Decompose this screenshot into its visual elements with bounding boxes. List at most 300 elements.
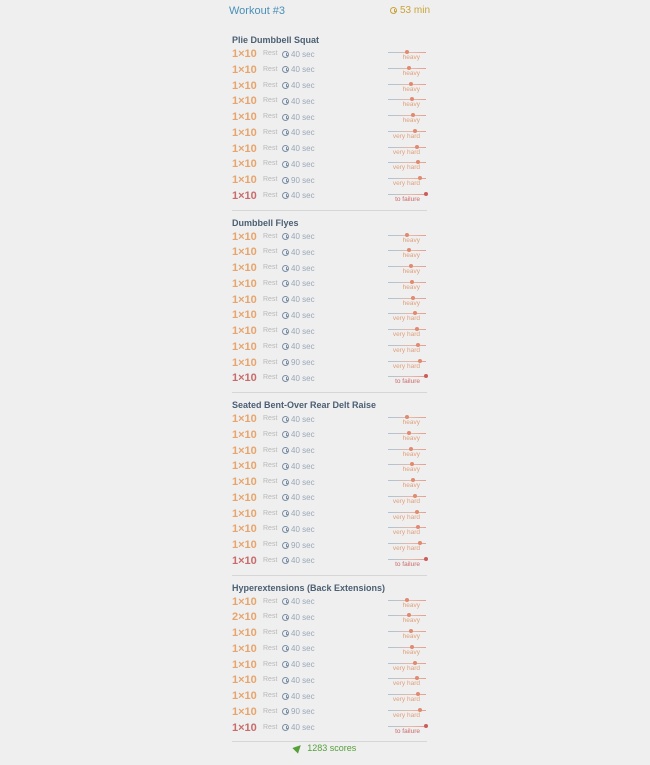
rest-label: Rest xyxy=(263,65,278,73)
set-reps: 1×10 xyxy=(232,246,257,259)
rest-time xyxy=(282,692,315,701)
intensity-slider xyxy=(388,428,426,443)
rest-time xyxy=(282,160,315,169)
rest-value: 40 sec xyxy=(291,509,315,518)
clock-icon xyxy=(282,661,289,668)
intensity-track xyxy=(388,678,426,679)
rest-label: Rest xyxy=(263,113,278,120)
rest-value: 40 sec xyxy=(291,310,315,320)
scores-count: 1283 scores xyxy=(307,743,357,753)
intensity-slider xyxy=(388,626,426,641)
set-row xyxy=(232,721,427,737)
intensity-track xyxy=(388,647,426,648)
intensity-label: to failure xyxy=(395,727,420,735)
set-reps: 1×10 xyxy=(232,63,257,76)
rest-time xyxy=(282,191,315,200)
intensity-track xyxy=(388,147,426,148)
set-reps: 1×10 xyxy=(232,293,257,306)
rest-label: Rest xyxy=(263,191,278,199)
intensity-label: heavy xyxy=(402,283,420,291)
set-row xyxy=(232,94,427,110)
set-row xyxy=(232,324,427,340)
intensity-label: very hard xyxy=(392,315,420,323)
rest-time xyxy=(282,232,315,241)
scores-footer[interactable] xyxy=(0,743,650,753)
exercise-name[interactable]: Seated Bent-Over Rear Delt Raise xyxy=(232,400,377,410)
intensity-label: heavy xyxy=(402,601,420,609)
intensity-track xyxy=(388,329,426,330)
rest-label: Rest xyxy=(263,295,278,303)
clock-icon xyxy=(282,82,289,89)
rest-time xyxy=(282,128,315,137)
intensity-track xyxy=(388,282,426,283)
rest-time xyxy=(282,248,315,257)
intensity-slider xyxy=(388,308,426,323)
set-reps: 1×10 xyxy=(232,674,257,687)
rest-value: 40 sec xyxy=(291,373,315,383)
set-reps: 1×10 xyxy=(232,491,257,504)
rest-value: 40 sec xyxy=(291,159,315,169)
intensity-label: very hard xyxy=(392,664,420,672)
clock-icon xyxy=(282,129,289,136)
rest-label: Rest xyxy=(263,374,278,382)
rest-label: Rest xyxy=(263,311,278,319)
intensity-slider xyxy=(388,47,426,62)
rest-value: 40 sec xyxy=(291,556,315,566)
rest-label: Rest xyxy=(263,629,278,636)
rest-label: Rest xyxy=(263,493,278,501)
intensity-label: very hard xyxy=(392,529,420,537)
intensity-slider xyxy=(388,459,426,474)
set-reps: 1×10 xyxy=(232,340,257,353)
rest-value: 40 sec xyxy=(291,414,315,424)
intensity-slider xyxy=(388,126,426,141)
rest-label: Rest xyxy=(263,676,278,684)
intensity-slider xyxy=(388,673,426,688)
rocket-icon xyxy=(292,742,303,753)
rest-label: Rest xyxy=(263,232,278,240)
clock-icon xyxy=(282,479,289,486)
intensity-slider xyxy=(388,324,426,339)
set-reps: 1×10 xyxy=(232,126,257,139)
set-row xyxy=(232,79,427,95)
duration-value: 53 min xyxy=(400,5,431,16)
intensity-slider xyxy=(388,356,426,371)
clock-icon xyxy=(282,510,289,517)
set-row xyxy=(232,689,427,705)
clock-icon xyxy=(282,312,289,319)
intensity-track xyxy=(388,345,426,346)
rest-time xyxy=(282,723,315,732)
rest-time xyxy=(282,493,315,502)
clock-icon xyxy=(282,431,289,438)
rest-value: 40 sec xyxy=(291,112,315,122)
set-reps: 1×10 xyxy=(232,79,257,92)
rest-value: 40 sec xyxy=(291,96,315,106)
intensity-track xyxy=(388,464,426,465)
set-reps: 1×10 xyxy=(232,444,257,457)
intensity-track xyxy=(388,84,426,85)
rest-label: Rest xyxy=(263,660,278,668)
intensity-label: heavy xyxy=(402,117,420,124)
set-row xyxy=(232,356,427,372)
workout-title[interactable]: Workout #3 xyxy=(229,5,286,17)
rest-value: 40 sec xyxy=(291,191,315,201)
set-row xyxy=(232,412,427,428)
set-row xyxy=(232,658,427,674)
intensity-label: very hard xyxy=(392,331,420,338)
rest-value: 40 sec xyxy=(291,493,315,503)
rest-value: 40 sec xyxy=(291,675,315,685)
rest-value: 40 sec xyxy=(291,279,315,289)
clock-icon xyxy=(282,51,289,58)
intensity-track xyxy=(388,631,426,632)
set-reps: 1×10 xyxy=(232,554,257,567)
clock-icon xyxy=(282,328,289,335)
intensity-marker xyxy=(424,192,428,196)
rest-value: 40 sec xyxy=(291,65,315,75)
intensity-track xyxy=(388,496,426,497)
exercise-section xyxy=(232,33,427,211)
rest-label: Rest xyxy=(263,160,278,168)
intensity-track xyxy=(388,694,426,695)
intensity-track xyxy=(388,162,426,163)
set-reps: 1×10 xyxy=(232,356,257,369)
set-reps: 1×10 xyxy=(232,595,257,608)
intensity-label: very hard xyxy=(392,497,420,505)
workout-duration xyxy=(390,5,430,16)
intensity-slider xyxy=(388,705,426,720)
intensity-slider xyxy=(388,538,426,553)
clock-icon xyxy=(282,343,289,350)
set-row xyxy=(232,173,427,189)
intensity-slider xyxy=(388,79,426,94)
intensity-slider xyxy=(388,142,426,157)
rest-time xyxy=(282,97,315,106)
set-reps: 1×10 xyxy=(232,428,257,441)
rest-value: 40 sec xyxy=(291,660,315,669)
set-row xyxy=(232,110,427,126)
intensity-track xyxy=(388,266,426,267)
section-divider xyxy=(232,575,427,576)
set-row xyxy=(232,157,427,173)
clock-icon xyxy=(282,693,289,700)
set-reps: 1×10 xyxy=(232,325,257,337)
set-reps: 1×10 xyxy=(232,372,257,385)
set-row xyxy=(232,230,427,246)
exercise-name[interactable]: Hyperextensions (Back Extensions) xyxy=(232,582,386,593)
intensity-slider xyxy=(388,522,426,537)
rest-time xyxy=(282,358,315,367)
set-row xyxy=(232,538,427,554)
rest-label: Rest xyxy=(263,556,278,564)
set-row xyxy=(232,63,427,79)
rest-value: 40 sec xyxy=(291,247,315,257)
set-row xyxy=(232,126,427,142)
rest-time xyxy=(282,478,315,487)
clock-icon xyxy=(282,598,289,605)
set-row xyxy=(232,673,427,689)
intensity-label: heavy xyxy=(402,434,420,442)
rest-value: 40 sec xyxy=(291,691,315,701)
rest-label: Rest xyxy=(263,176,278,183)
intensity-label: heavy xyxy=(402,299,420,307)
intensity-label: heavy xyxy=(402,236,420,244)
clock-icon xyxy=(282,614,289,621)
rest-time xyxy=(282,660,315,669)
exercise-section xyxy=(232,398,427,576)
set-reps: 1×10 xyxy=(232,523,257,536)
set-row xyxy=(232,595,427,611)
set-reps: 1×10 xyxy=(232,189,257,202)
rest-time xyxy=(282,462,315,471)
intensity-track xyxy=(388,449,426,450)
clock-icon xyxy=(282,630,289,637)
rest-time xyxy=(282,65,315,74)
set-row xyxy=(232,308,427,324)
intensity-slider xyxy=(388,110,426,125)
rest-time xyxy=(282,113,315,122)
rest-time xyxy=(282,144,315,153)
intensity-marker xyxy=(424,557,428,561)
intensity-slider xyxy=(388,689,426,704)
rest-time xyxy=(282,264,315,273)
rest-label: Rest xyxy=(263,144,278,152)
intensity-label: very hard xyxy=(392,711,420,719)
intensity-label: very hard xyxy=(392,513,420,521)
set-reps: 2×10 xyxy=(232,611,257,624)
set-row xyxy=(232,444,427,460)
set-row xyxy=(232,459,427,475)
set-reps: 1×10 xyxy=(232,48,257,60)
rest-label: Rest xyxy=(263,248,278,256)
rest-label: Rest xyxy=(263,50,278,57)
rest-value: 40 sec xyxy=(291,597,315,606)
intensity-track xyxy=(388,298,426,299)
intensity-label: very hard xyxy=(392,346,420,354)
intensity-label: very hard xyxy=(392,132,420,140)
intensity-slider xyxy=(388,371,426,386)
intensity-label: heavy xyxy=(402,466,420,474)
set-row xyxy=(232,47,427,63)
intensity-slider xyxy=(388,595,426,610)
set-row xyxy=(232,610,427,626)
set-row xyxy=(232,522,427,538)
set-row xyxy=(232,642,427,658)
set-reps: 1×10 xyxy=(232,642,257,655)
clock-icon xyxy=(282,542,289,549)
intensity-slider xyxy=(388,610,426,625)
clock-icon xyxy=(282,447,289,454)
intensity-track xyxy=(388,115,426,116)
clock-icon xyxy=(282,677,289,684)
set-reps: 1×10 xyxy=(232,111,257,123)
rest-label: Rest xyxy=(263,97,278,105)
clock-icon xyxy=(282,161,289,168)
rest-time xyxy=(282,342,315,351)
intensity-track xyxy=(388,99,426,100)
intensity-slider xyxy=(388,475,426,490)
rest-label: Rest xyxy=(263,358,278,366)
clock-icon xyxy=(282,280,289,287)
intensity-slider xyxy=(388,94,426,109)
rest-value: 90 sec xyxy=(291,540,315,550)
rest-time xyxy=(282,509,315,518)
rest-label: Rest xyxy=(263,462,278,470)
intensity-track xyxy=(388,726,426,727)
set-row xyxy=(232,340,427,356)
rest-value: 90 sec xyxy=(291,175,315,185)
rest-time xyxy=(282,279,315,288)
rest-value: 40 sec xyxy=(291,342,315,352)
clock-icon xyxy=(282,724,289,731)
intensity-slider xyxy=(388,642,426,657)
exercise-list xyxy=(232,33,427,747)
exercise-name[interactable]: Dumbbell Flyes xyxy=(232,217,299,228)
clock-icon xyxy=(282,463,289,470)
rest-label: Rest xyxy=(263,597,278,605)
set-row xyxy=(232,626,427,642)
set-row xyxy=(232,475,427,491)
rest-value: 40 sec xyxy=(291,295,315,304)
rest-label: Rest xyxy=(263,723,278,731)
clock-icon xyxy=(282,708,289,715)
rest-time xyxy=(282,374,315,383)
rest-time xyxy=(282,176,315,185)
intensity-label: heavy xyxy=(402,617,420,625)
intensity-track xyxy=(388,376,426,377)
intensity-track xyxy=(388,527,426,528)
intensity-label: very hard xyxy=(392,164,420,172)
set-reps: 1×10 xyxy=(232,507,257,520)
intensity-slider xyxy=(388,554,426,569)
clock-icon xyxy=(282,359,289,366)
set-reps: 1×10 xyxy=(232,460,257,473)
rest-time xyxy=(282,541,315,550)
intensity-track xyxy=(388,559,426,560)
intensity-track xyxy=(388,480,426,481)
clock-icon xyxy=(282,494,289,501)
set-reps: 1×10 xyxy=(232,277,257,290)
set-reps: 1×10 xyxy=(232,658,257,671)
set-reps: 1×10 xyxy=(232,705,257,718)
set-row xyxy=(232,189,427,205)
intensity-label: to failure xyxy=(395,378,420,386)
clock-icon xyxy=(282,557,289,564)
intensity-slider xyxy=(388,230,426,245)
rest-time xyxy=(282,613,315,622)
exercise-name[interactable]: Plie Dumbbell Squat xyxy=(232,35,320,45)
rest-time xyxy=(282,676,315,685)
rest-value: 40 sec xyxy=(291,524,315,534)
intensity-marker xyxy=(424,374,428,378)
intensity-slider xyxy=(388,658,426,673)
rest-time xyxy=(282,295,315,304)
rest-value: 40 sec xyxy=(291,232,315,241)
rest-label: Rest xyxy=(263,509,278,517)
rest-value: 90 sec xyxy=(291,707,315,717)
rest-label: Rest xyxy=(263,446,278,454)
intensity-label: heavy xyxy=(402,101,420,109)
clock-icon xyxy=(282,375,289,382)
set-row xyxy=(232,705,427,721)
clock-icon xyxy=(282,645,289,652)
intensity-slider xyxy=(388,173,426,188)
clock-icon xyxy=(282,526,289,533)
set-reps: 1×10 xyxy=(232,539,257,551)
section-divider xyxy=(232,210,427,211)
intensity-label: very hard xyxy=(392,545,420,552)
rest-label: Rest xyxy=(263,342,278,350)
rest-time xyxy=(282,707,315,716)
rest-value: 40 sec xyxy=(291,326,315,336)
intensity-label: very hard xyxy=(392,148,420,156)
set-reps: 1×10 xyxy=(232,721,257,734)
rest-label: Rest xyxy=(263,644,278,652)
set-row xyxy=(232,554,427,570)
rest-value: 40 sec xyxy=(291,128,315,138)
rest-time xyxy=(282,81,315,90)
intensity-track xyxy=(388,313,426,314)
rest-label: Rest xyxy=(263,327,278,334)
intensity-slider xyxy=(388,491,426,506)
rest-label: Rest xyxy=(263,279,278,287)
clock-icon xyxy=(282,145,289,152)
intensity-slider xyxy=(388,721,426,736)
intensity-label: very hard xyxy=(392,680,420,688)
set-reps: 1×10 xyxy=(232,95,257,108)
rest-value: 90 sec xyxy=(291,358,315,367)
intensity-label: heavy xyxy=(402,268,420,275)
intensity-track xyxy=(388,663,426,664)
rest-value: 40 sec xyxy=(291,461,315,471)
set-row xyxy=(232,261,427,277)
rest-value: 40 sec xyxy=(291,644,315,654)
rest-label: Rest xyxy=(263,541,278,548)
rest-value: 40 sec xyxy=(291,430,315,440)
rest-time xyxy=(282,525,315,534)
rest-time xyxy=(282,50,315,59)
clock-icon xyxy=(390,7,397,14)
intensity-label: heavy xyxy=(402,252,420,260)
clock-icon xyxy=(282,233,289,240)
clock-icon xyxy=(282,265,289,272)
set-row xyxy=(232,507,427,523)
rest-time xyxy=(282,446,315,455)
intensity-marker xyxy=(424,724,428,728)
rest-time xyxy=(282,430,315,439)
workout-header xyxy=(0,0,650,24)
intensity-slider xyxy=(388,261,426,276)
rest-label: Rest xyxy=(263,415,278,422)
set-row xyxy=(232,293,427,309)
rest-value: 40 sec xyxy=(291,144,315,153)
rest-time xyxy=(282,597,315,606)
rest-time xyxy=(282,311,315,320)
exercise-section xyxy=(232,581,427,743)
set-reps: 1×10 xyxy=(232,627,257,639)
rest-time xyxy=(282,415,315,424)
set-reps: 1×10 xyxy=(232,230,257,243)
exercise-section xyxy=(232,216,427,394)
set-row xyxy=(232,371,427,387)
set-row xyxy=(232,245,427,261)
rest-value: 40 sec xyxy=(291,263,315,273)
rest-label: Rest xyxy=(263,478,278,485)
rest-time xyxy=(282,556,315,565)
intensity-track xyxy=(388,194,426,195)
intensity-label: heavy xyxy=(402,419,420,426)
